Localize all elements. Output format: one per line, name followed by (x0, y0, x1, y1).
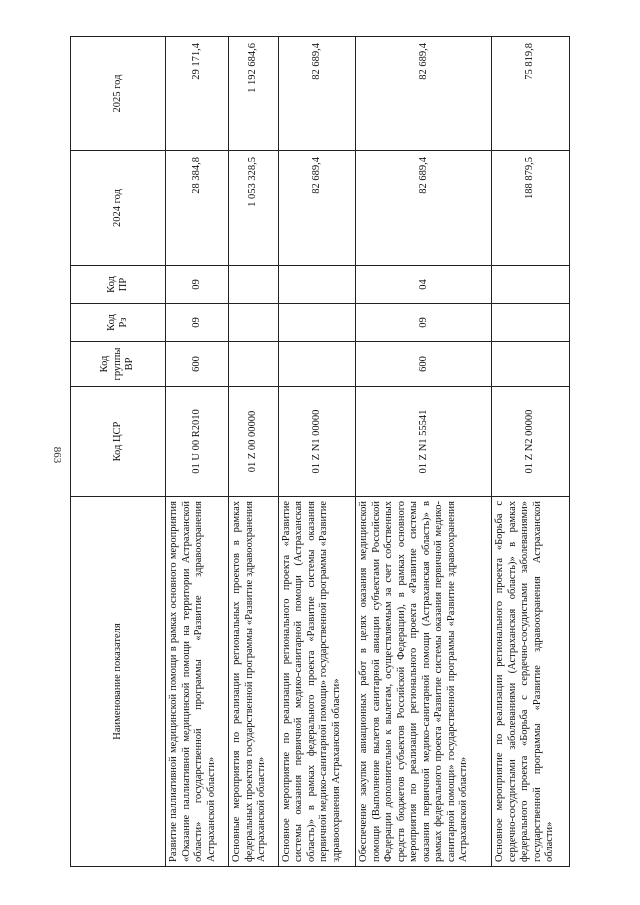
row-rz (492, 304, 570, 342)
row-name: Обеспечение закупки авиационных работ в целях оказания медицинской помощи (Выполнение вылетов санитарной авиации субъектами Российской Федерации дополнительно к вылетам, осуществляемым за счет собственных средств бюджетов субъектов Российской Федерации), в рамках основного мероприятия по реализации регионального проекта «Развитие системы оказания первичной медико-санитарной помощи (Астраханская область)» в рамках федерального проекта «Развитие системы оказания первичной медико-санитарной помощи» государственной программы «Развитие здравоохранения Астраханской области» (356, 497, 492, 867)
row-2024: 82 689,4 (278, 151, 356, 266)
row-2024: 28 384,8 (166, 151, 229, 266)
row-vr: 600 (356, 342, 492, 387)
rotated-table-wrapper (70, 37, 570, 867)
row-name: Развитие паллиативной медицинской помощи в рамках основного мероприятия «Оказание паллиативной медицинской помощи на территории Астраханской области» государственной программы «Развитие здравоохранения Астраханской области» (166, 497, 229, 867)
row-csr: 01 Z 00 00000 (229, 387, 278, 497)
row-pr: 09 (166, 266, 229, 304)
header-2025: 2025 год (71, 37, 166, 151)
row-2025: 75 819,8 (492, 37, 570, 151)
row-name: Основные мероприятия по реализации региональных проектов в рамках федеральных проектов государственной программы «Развитие здравоохранения Астраханской области» (229, 497, 278, 867)
header-name: Наименование показателя (71, 497, 166, 867)
budget-table (70, 36, 570, 867)
row-2025: 1 192 684,6 (229, 37, 278, 151)
table-row (278, 37, 356, 867)
row-2025: 82 689,4 (278, 37, 356, 151)
header-2024: 2024 год (71, 151, 166, 266)
row-name: Основное мероприятие по реализации регионального проекта «Развитие системы оказания первичной медико-санитарной помощи (Астраханская область)» в рамках федерального проекта «Развитие системы оказания первичной медико-санитарной помощи» государственной программы «Развитие здравоохранения Астраханской области» (278, 497, 356, 867)
table-row (492, 37, 570, 867)
row-name: Основное мероприятие по реализации регионального проекта «Борьба с сердечно-сосудистыми заболеваниями (Астраханская область)» в рамках федерального проекта «Борьба с сердечно-сосудистыми заболеваниями» государственной программы «Развитие здравоохранения Астраханской области» (492, 497, 570, 867)
page-number: 863 (51, 446, 63, 464)
row-2025: 82 689,4 (356, 37, 492, 151)
row-2024: 82 689,4 (356, 151, 492, 266)
row-2025: 29 171,4 (166, 37, 229, 151)
table-row (356, 37, 492, 867)
row-vr: 600 (166, 342, 229, 387)
row-pr: 04 (356, 266, 492, 304)
row-csr: 01 Z N1 00000 (278, 387, 356, 497)
row-vr (492, 342, 570, 387)
header-rz: Код Рз (71, 304, 166, 342)
header-csr: Код ЦСР (71, 387, 166, 497)
header-vr: Код группы ВР (71, 342, 166, 387)
row-csr: 01 Z N2 00000 (492, 387, 570, 497)
row-rz (278, 304, 356, 342)
row-vr (278, 342, 356, 387)
table-header-row (71, 37, 166, 867)
header-pr: Код ПР (71, 266, 166, 304)
row-vr (229, 342, 278, 387)
row-csr: 01 Z N1 55541 (356, 387, 492, 497)
row-rz: 09 (166, 304, 229, 342)
row-2024: 1 053 328,5 (229, 151, 278, 266)
row-rz: 09 (356, 304, 492, 342)
row-pr (492, 266, 570, 304)
row-rz (229, 304, 278, 342)
table-row (166, 37, 229, 867)
row-2024: 188 879,5 (492, 151, 570, 266)
row-pr (229, 266, 278, 304)
row-csr: 01 U 00 R2010 (166, 387, 229, 497)
row-pr (278, 266, 356, 304)
table-row (229, 37, 278, 867)
